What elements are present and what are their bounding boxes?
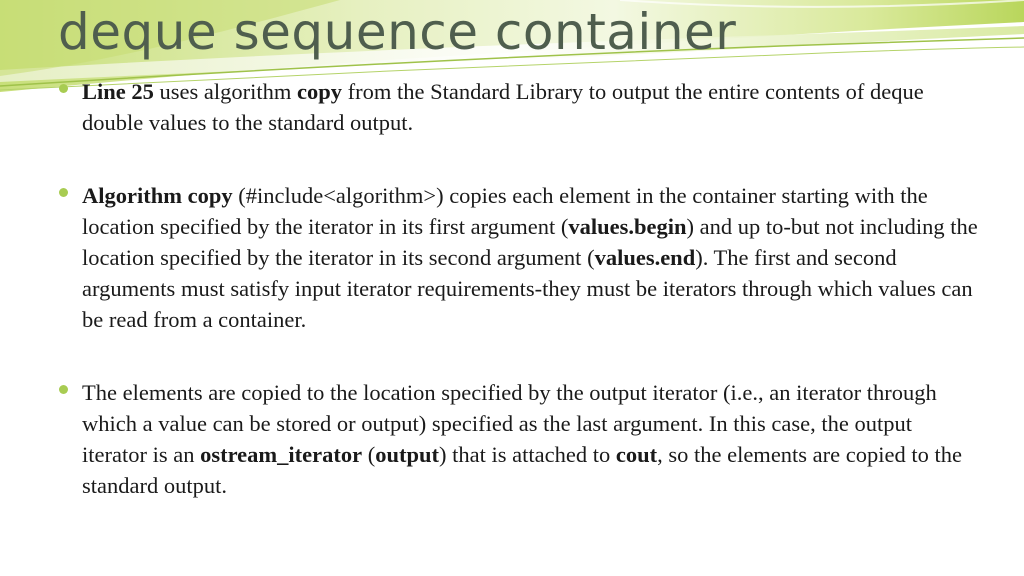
bold-text-run: cout xyxy=(615,442,658,467)
bullet-dot-icon xyxy=(59,385,68,394)
bold-text-run: Line 25 xyxy=(82,79,154,104)
text-run: ). The first and second arguments must satisfy input iterator requirements-they must be iterators through which values can be read from a container. xyxy=(82,245,973,332)
bold-text-run: values.begin xyxy=(568,214,687,239)
bold-text-run: values.end xyxy=(594,245,696,270)
bullet-item xyxy=(82,377,982,501)
text-run: The elements are copied to the location specified by the output iterator (i.e., an iterator through which a value can be stored or output) specified as the last argument. In this case, the output iterator is an xyxy=(82,380,937,467)
text-run: (#include<algorithm>) copies each element in the container starting with the location specified by the iterator in its first argument ( xyxy=(82,183,928,239)
text-run: , so the elements are copied to the standard output. xyxy=(82,442,962,498)
bold-text-run: output xyxy=(375,442,440,467)
bold-text-run: ostream_iterator xyxy=(200,442,363,467)
bullet-item xyxy=(82,180,982,335)
bullet-list xyxy=(82,76,982,543)
bullet-dot-icon xyxy=(59,188,68,197)
bold-text-run: copy xyxy=(297,79,342,104)
text-run: ) that is attached to xyxy=(439,442,616,467)
bullet-dot-icon xyxy=(59,84,68,93)
text-run: uses algorithm xyxy=(153,79,297,104)
bold-text-run: Algorithm copy xyxy=(82,183,233,208)
slide-title: deque sequence container xyxy=(58,3,737,61)
bullet-item xyxy=(82,76,982,138)
text-run: from the Standard Library to output the entire contents of deque double values to the standard output. xyxy=(82,79,924,135)
text-run: ( xyxy=(362,442,376,467)
text-run: ) and up to-but not including the location specified by the iterator in its second argument ( xyxy=(82,214,978,270)
